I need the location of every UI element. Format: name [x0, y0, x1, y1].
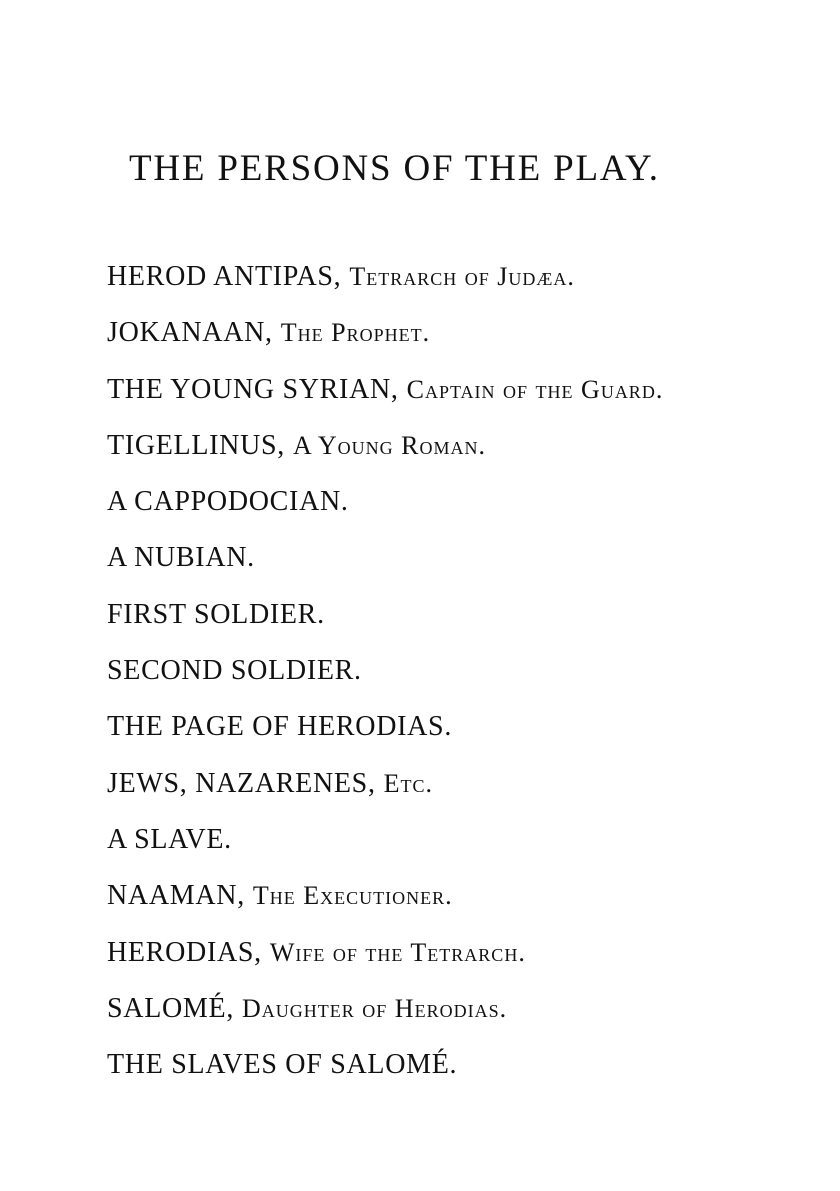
person-name: HEROD ANTIPAS, — [107, 261, 342, 292]
person-entry — [107, 882, 663, 938]
person-description: Daughter of Herodias. — [242, 993, 508, 1023]
person-description: A Young Roman. — [293, 430, 486, 460]
person-name: SALOMÉ, — [107, 992, 235, 1024]
person-entry — [107, 598, 663, 657]
person-entry — [107, 1051, 663, 1107]
person-name: JEWS, NAZARENES, — [107, 767, 376, 799]
person-description: The Prophet. — [280, 318, 431, 348]
person-name: A SLAVE. — [107, 823, 232, 855]
person-entry — [107, 936, 663, 995]
dramatis-personae-list — [107, 263, 663, 1107]
person-description: Etc. — [383, 768, 434, 798]
person-description: Wife of the Tetrarch. — [269, 937, 526, 967]
person-entry — [107, 429, 663, 488]
person-entry — [107, 488, 663, 544]
person-name: FIRST SOLDIER. — [107, 598, 325, 630]
person-name: HERODIAS, — [107, 936, 262, 968]
person-entry — [107, 657, 663, 713]
person-name: JOKANAAN, — [107, 317, 273, 349]
person-name: A NUBIAN. — [107, 542, 255, 574]
person-name: SECOND SOLDIER. — [107, 655, 362, 687]
person-entry — [107, 373, 664, 432]
person-description: Captain of the Guard. — [406, 374, 664, 404]
person-description: The Executioner. — [252, 881, 453, 911]
page-title: THE PERSONS OF THE PLAY. — [129, 148, 660, 189]
person-name: THE SLAVES OF SALOMÉ. — [107, 1049, 458, 1081]
person-name: THE PAGE OF HERODIAS. — [107, 711, 453, 743]
person-entry — [107, 713, 663, 769]
person-description: Tetrarch of Judæa. — [349, 262, 575, 291]
person-entry — [107, 823, 663, 882]
person-entry — [107, 767, 663, 826]
person-name: TIGELLINUS, — [107, 429, 285, 461]
person-name: NAAMAN, — [107, 880, 245, 912]
person-name: A CAPPODOCIAN. — [107, 486, 349, 518]
person-entry — [107, 263, 663, 319]
person-name: THE YOUNG SYRIAN, — [107, 373, 399, 405]
person-entry — [107, 319, 663, 375]
person-entry — [107, 544, 663, 600]
person-entry — [107, 992, 663, 1051]
